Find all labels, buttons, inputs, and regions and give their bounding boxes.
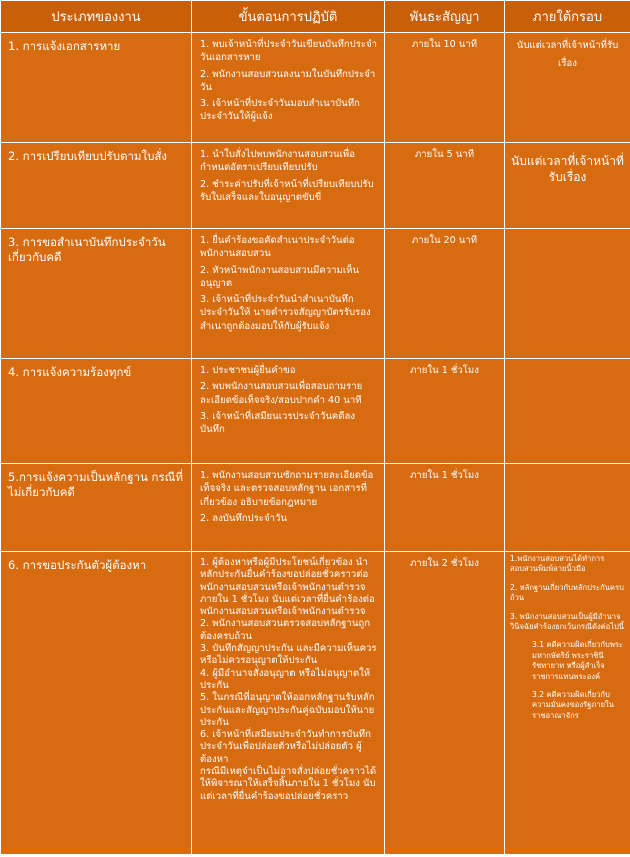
procedure-step: 1. ผู้ต้องหาหรือผู้มีประโยชน์เกี่ยวข้อง นำหลักประกันยื่นคำร้องขอปล่อยชั่วคราวต่อพนักงานสอบสวนหรือเจ้าพนักงานตำรวจ ภายใน 1 ชั่วโมง นับแต่เวลาที่ยื่นคำร้องต่อ พนักงานสอบสวนหรือเจ้าพนักงานตำรวจ <box>200 557 375 618</box>
procedure-step: 2. พนักงานสอบสวนตรวจสอบหลักฐานถูกต้องครบถ้วน <box>200 618 370 642</box>
framework-note: 3.1 คดีความผิดเกี่ยวกับพระมหากษัตริย์ พระราชินี รัชทายาท หรือผู้สำเร็จราชการแทนพระองค์ <box>532 640 623 681</box>
procedure-cell <box>192 552 385 855</box>
procedure-step: 3. เจ้าหน้าที่ประจำวันมอบสำเนาบันทึกประจำวันให้ผู้แจ้ง <box>200 98 360 123</box>
procedure-step: 3. เจ้าหน้าที่ประจำวันนำสำเนาบันทึกประจำวันให้ นายตำรวจสัญญาบัตรรับรองสำเนาถูกต้องมอบให้กับผู้รับแจ้ง <box>200 294 371 332</box>
work-type-cell: 3. การขอสำเนาบันทึกประจำวันเกี่ยวกับคดี <box>1 229 192 359</box>
procedure-cell <box>192 143 385 229</box>
framework-note: นับแต่เวลาที่เจ้าหน้าที่รับเรื่อง <box>516 40 619 69</box>
framework-note: 3. พนักงานสอบสวนเป็นผู้มีอำนาจวินิจฉัยคำร้องยกเว้นกรณีดังต่อไปนี้ <box>510 611 624 632</box>
table-row <box>1 464 630 552</box>
framework-cell <box>505 229 630 359</box>
framework-note: นับแต่เวลาที่เจ้าหน้าที่รับเรื่อง <box>511 154 624 184</box>
procedure-step: 2. พนักงานสอบสวนลงนามในบันทึกประจำวัน <box>200 68 376 93</box>
work-type-cell: 5.การแจ้งความเป็นหลักฐาน กรณีที่ไม่เกี่ยวกับคดี <box>1 464 192 552</box>
work-type-cell: 1. การแจ้งเอกสารหาย <box>1 33 192 143</box>
procedure-step: 1. นำใบสั่งไปพบพนักงานสอบสวนเพื่อกำหนดอัตราเปรียบเทียบปรับ <box>200 149 355 174</box>
framework-cell <box>505 143 630 229</box>
work-type-cell: 2. การเปรียบเทียบปรับตามใบสั่ง <box>1 143 192 229</box>
work-type-cell: 6. การขอประกันตัวผู้ต้องหา <box>1 552 192 855</box>
framework-note: 3.2 คดีความผิดเกี่ยวกับความมั่นคงของรัฐภายในราชอาณาจักร <box>532 690 614 720</box>
framework-cell <box>505 359 630 464</box>
procedure-step: 5. ในกรณีที่อนุญาตให้ออกหลักฐานรับหลักประกันและสัญญาประกันคู่ฉบับมอบให้นายประกัน <box>200 692 375 728</box>
commitment-cell: ภายใน 1 ชั่วโมง <box>385 359 505 464</box>
procedure-step: 2. พบพนักงานสอบสวนเพื่อสอบถามรายละเอียดข้อเท็จจริง/สอบปากคำ 40 นาที <box>200 381 363 406</box>
commitment-cell: ภายใน 5 นาที <box>385 143 505 229</box>
procedure-step: 2. หัวหน้าพนักงานสอบสวนมีความเห็นอนุญาต <box>200 264 360 289</box>
procedure-step: 1. ยื่นคำร้องขอคัดสำเนาประจำวันต่อพนักงานสอบสวน <box>200 235 355 260</box>
procedure-step: 6. เจ้าหน้าที่เสมียนประจำวันทำการบันทึกประจำวันเพื่อปล่อยตัวหรือไม่ปล่อยตัว ผู้ต้องหา <box>200 729 371 765</box>
header-procedure: ขั้นตอนการปฏิบัติ <box>192 1 385 33</box>
commitment-cell: ภายใน 20 นาที <box>385 229 505 359</box>
procedure-step: 1. พนักงานสอบสวนซักถามรายละเอียดข้อเท็จจริง และตรวจสอบหลักฐาน เอกสารที่ เกี่ยวข้อง อธิบายข้อกฎหมาย <box>200 470 374 508</box>
table-row <box>1 143 630 229</box>
procedure-cell <box>192 229 385 359</box>
commitment-cell: ภายใน 1 ชั่วโมง <box>385 464 505 552</box>
header-framework: ภายใต้กรอบ <box>505 1 630 33</box>
framework-note: 1.พนักงานสอบสวนได้ทำการสอบสวนพิมพ์ลายนิ้วมือ <box>510 554 605 574</box>
procedure-step: 2. ลงบันทึกประจำวัน <box>200 512 287 524</box>
procedure-step: 4. ผู้มีอำนาจสั่งอนุญาต หรือไม่อนุญาตให้ประกัน <box>200 667 371 691</box>
table-row <box>1 229 630 359</box>
table-row <box>1 552 630 855</box>
commitment-cell: ภายใน 10 นาที <box>385 33 505 143</box>
procedure-step: 3. เจ้าหน้าที่เสมียนเวรประจำวันคดีลงบันทึก <box>200 410 356 436</box>
commitment-cell: ภายใน 2 ชั่วโมง <box>385 552 505 855</box>
header-row <box>1 1 630 33</box>
framework-cell <box>505 464 630 552</box>
procedure-cell <box>192 359 385 464</box>
header-work-type: ประเภทของงาน <box>1 1 192 33</box>
procedure-step: กรณีมีเหตุจำเป็นไม่อาจสั่งปล่อยชั่วคราวได้ให้พิจารณาให้เสร็จสิ้นภายใน 1 ชั่วโมง นับแต่เวลาที่ยื่นคำร้องขอปล่อยชั่วคราว <box>200 766 377 802</box>
procedure-step: 3. บันทึกสัญญาประกัน และมีความเห็นควรหรือไม่ควรอนุญาตให้ประกัน <box>200 643 377 667</box>
framework-cell <box>505 552 630 855</box>
procedure-cell <box>192 464 385 552</box>
procedure-step: 2. ชำระค่าปรับที่เจ้าหน้าที่เปรียบเทียบปรับ รับใบเสร็จและใบอนุญาตขับขี่ <box>200 178 374 203</box>
framework-note: 2. หลักฐานเกี่ยวกับหลักประกันครบถ้วน <box>510 582 624 603</box>
procedure-step: 1. พบเจ้าหน้าที่ประจำวันเขียนบันทึกประจำวันเอกสารหาย <box>200 39 378 64</box>
table-row <box>1 33 630 143</box>
header-commitment: พันธะสัญญา <box>385 1 505 33</box>
framework-cell <box>505 33 630 143</box>
work-type-cell: 4. การแจ้งความร้องทุกข์ <box>1 359 192 464</box>
table-row <box>1 359 630 464</box>
procedure-cell <box>192 33 385 143</box>
procedure-step: 1. ประชาชนผู้ยื่นคำขอ <box>200 365 296 376</box>
